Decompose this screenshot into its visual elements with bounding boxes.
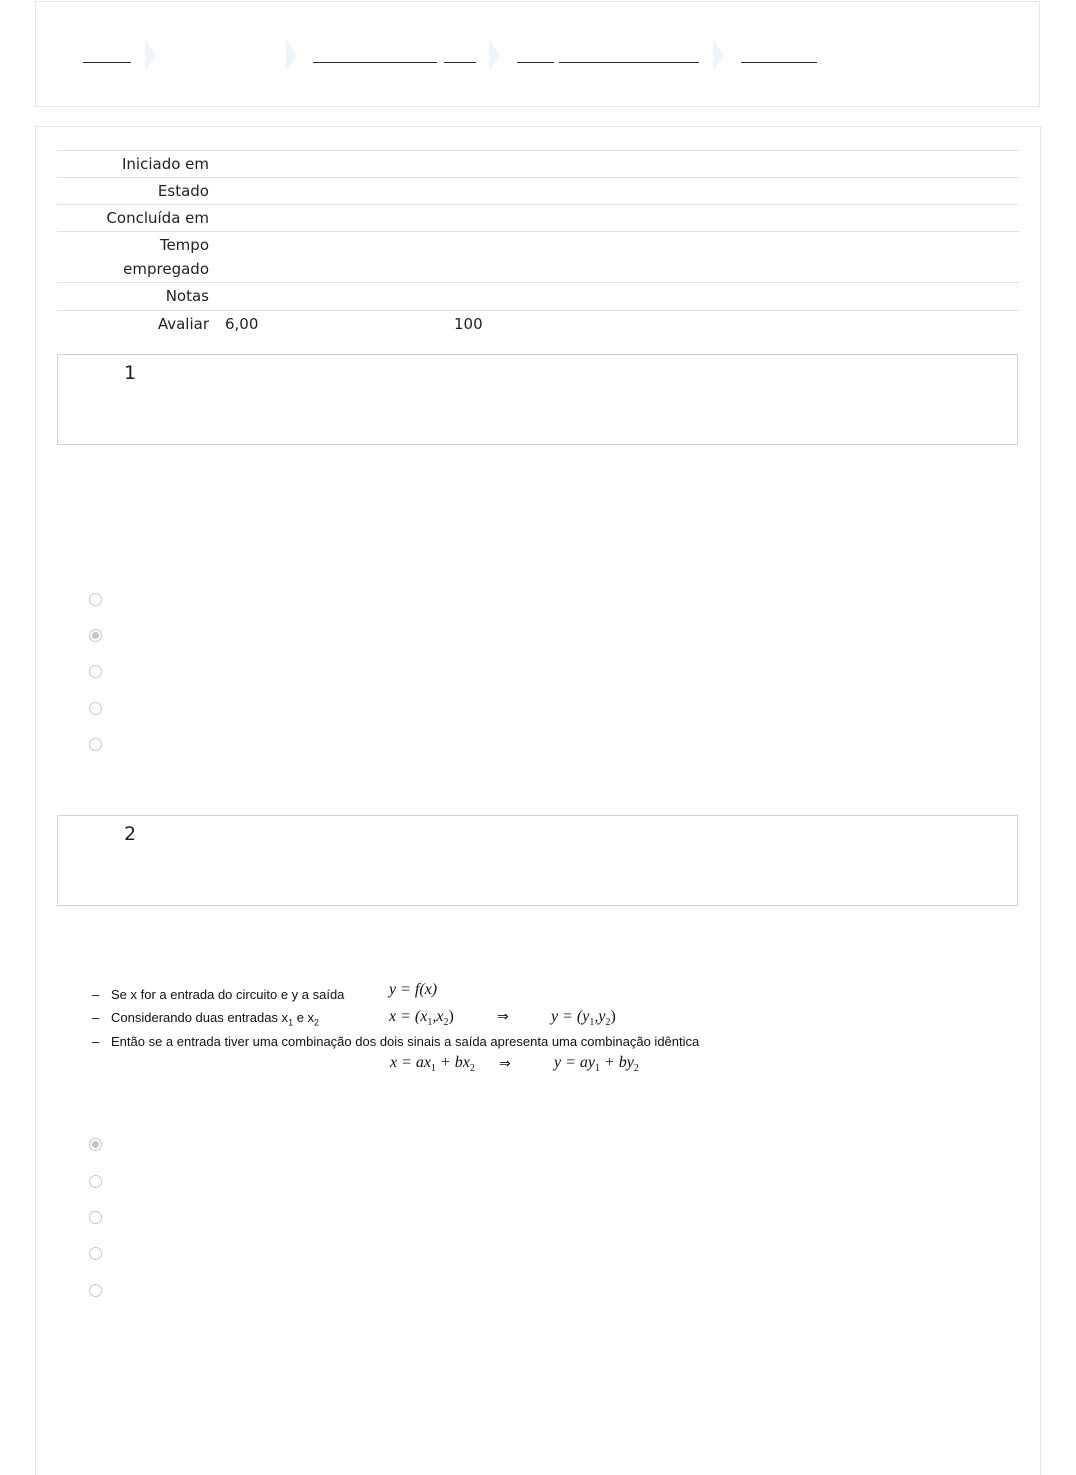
answer-radio-option-d[interactable] <box>89 1247 102 1260</box>
summary-value-max: 100 <box>454 315 483 333</box>
answer-radio-option-a[interactable] <box>89 1138 102 1151</box>
breadcrumb <box>35 1 1040 107</box>
bullet-dash: – <box>92 987 100 1002</box>
summary-label: Estado <box>157 182 209 200</box>
breadcrumb-link-6[interactable] <box>741 62 817 63</box>
equation-inputs: $x = (x_1,x_2)$ <box>389 1008 454 1029</box>
summary-row-state <box>57 177 1019 204</box>
question-info-box <box>57 815 1018 906</box>
answer-radio-option-c[interactable] <box>89 665 102 678</box>
equation-output <box>389 981 437 999</box>
summary-label: Avaliar <box>157 315 209 333</box>
question-number: 2 <box>124 823 137 845</box>
attempt-summary-table <box>57 150 1019 337</box>
answer-radio-option-a[interactable] <box>89 593 102 606</box>
bullet-text: Se x for a entrada do circuito e y a saída <box>111 987 345 1002</box>
equation-combination-input: $x = ax_1 + bx_2$ <box>390 1054 475 1075</box>
breadcrumb-link-3[interactable] <box>444 62 476 63</box>
bullet-dash: – <box>92 1010 100 1025</box>
breadcrumb-separator-icon <box>286 39 297 71</box>
equation-outputs: $y = (y_1,y_2)$ <box>551 1008 616 1029</box>
breadcrumb-link-2[interactable] <box>313 62 437 63</box>
summary-row-grade <box>57 310 1019 337</box>
summary-value: 6,00 <box>225 315 259 333</box>
equation-text: y = f(x) <box>389 981 438 998</box>
breadcrumb-link-5[interactable] <box>559 62 699 63</box>
breadcrumb-separator-icon <box>145 39 156 71</box>
answer-radio-option-b[interactable] <box>89 629 102 642</box>
summary-label: Concluída em <box>106 209 209 227</box>
answer-radio-option-e[interactable] <box>89 1284 102 1297</box>
breadcrumb-link-1[interactable] <box>83 62 131 63</box>
answer-radio-option-c[interactable] <box>89 1211 102 1224</box>
breadcrumb-link-4[interactable] <box>517 62 554 63</box>
bullet-text: Então se a entrada tiver uma combinação dos dois sinais a saída apresenta uma combinação idêntica <box>111 1034 700 1049</box>
summary-label: Notas <box>165 287 209 305</box>
summary-row-time-taken <box>57 231 1019 282</box>
breadcrumb-separator-icon <box>713 39 724 71</box>
summary-row-completed <box>57 204 1019 231</box>
equation-combination-output: $y = ay_1 + by_2$ <box>554 1054 639 1075</box>
breadcrumb-separator-icon <box>489 39 500 71</box>
question-number: 1 <box>124 362 137 384</box>
summary-row-started <box>57 150 1019 177</box>
answer-radio-option-e[interactable] <box>89 738 102 751</box>
summary-label: Iniciado em <box>121 155 209 173</box>
implies-icon: ⇒ <box>497 1009 509 1025</box>
answer-radio-option-b[interactable] <box>89 1175 102 1188</box>
bullet-text: Considerando duas entradas $x_1$ e $x_2$ <box>111 1010 320 1028</box>
implies-icon: ⇒ <box>499 1056 511 1072</box>
answer-radio-option-d[interactable] <box>89 702 102 715</box>
summary-row-marks <box>57 282 1019 310</box>
summary-label: Tempo empregado <box>123 236 209 278</box>
bullet-dash: – <box>92 1034 100 1049</box>
question-info-box <box>57 354 1018 445</box>
